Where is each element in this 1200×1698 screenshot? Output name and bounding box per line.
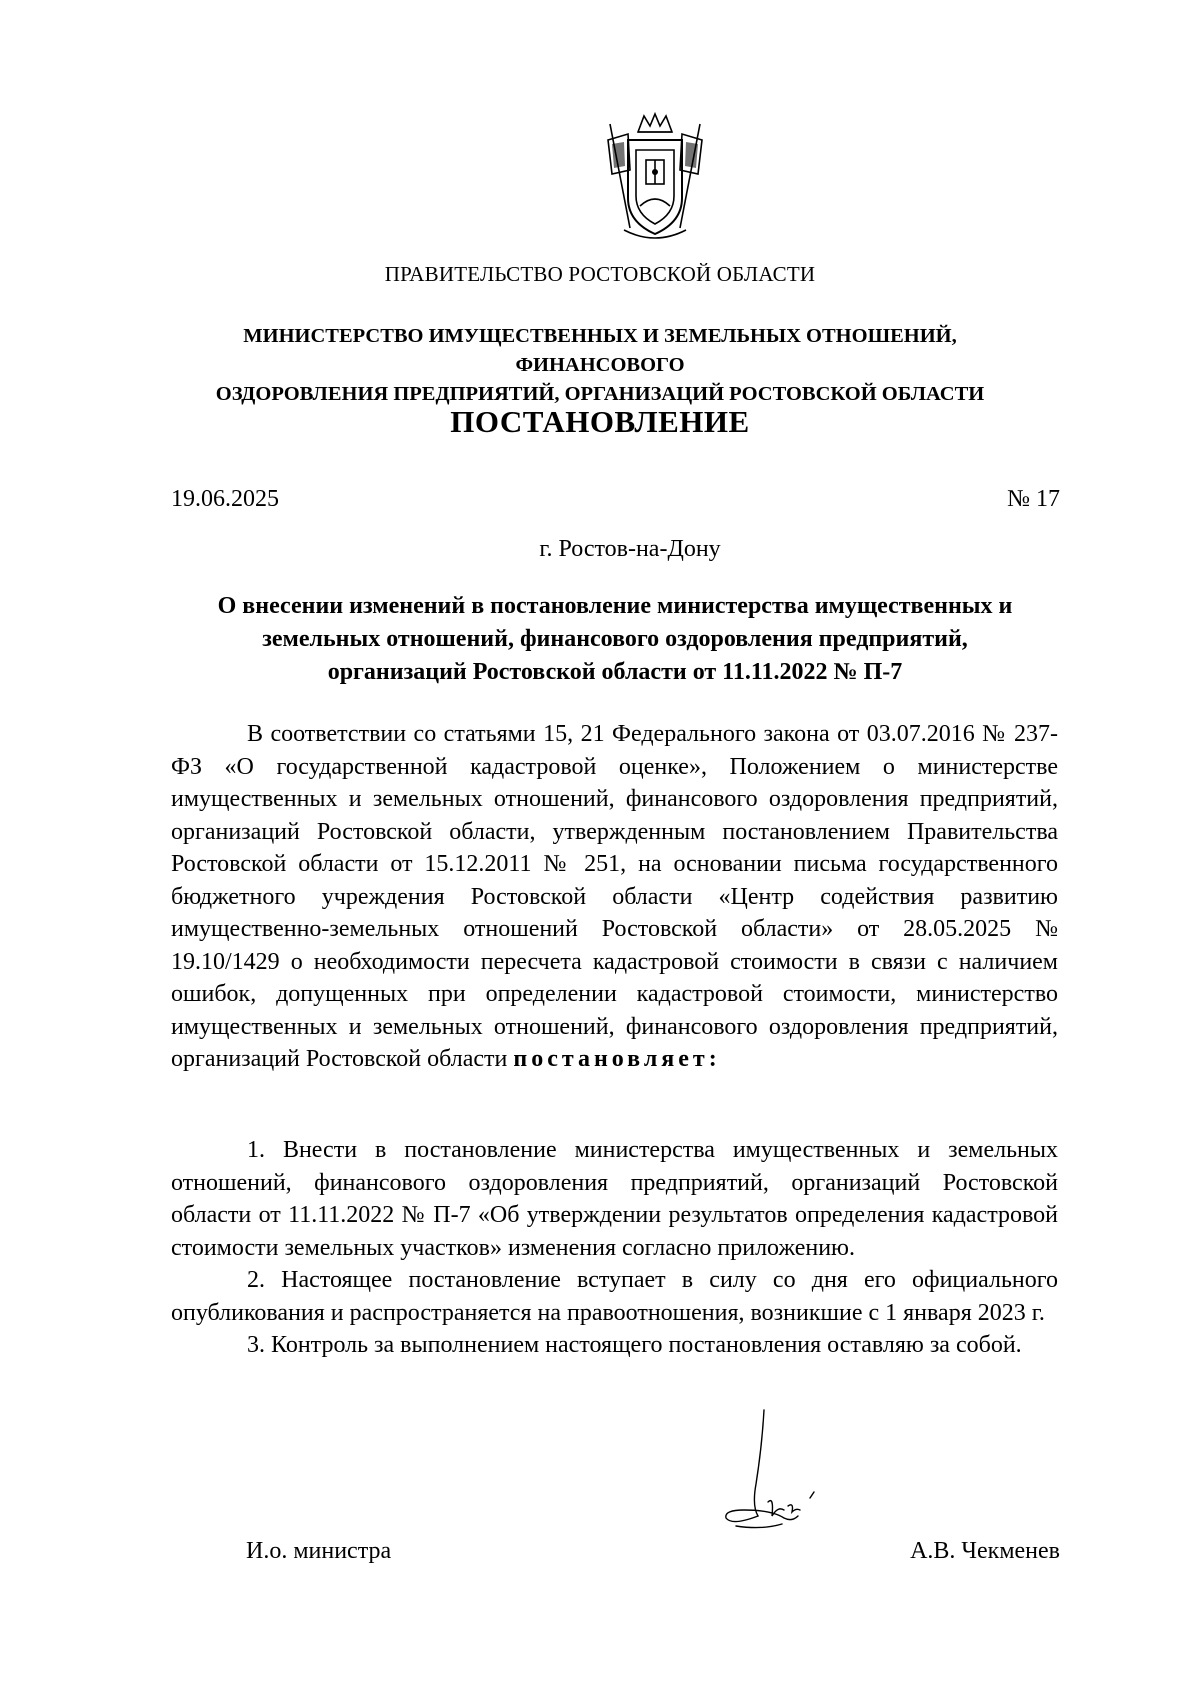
ministry-name-line-2: ОЗДОРОВЛЕНИЯ ПРЕДПРИЯТИЙ, ОРГАНИЗАЦИЙ РОСТОВСКОЙ ОБЛАСТИ: [215, 383, 985, 405]
resolution-item: 2. Настоящее постановление вступает в силу со дня его официального опубликования и распространяется на правоотношения, возникшие с 1 января 2023 г.: [171, 1267, 1058, 1326]
signatory-name: А.В. Чекменев: [910, 1538, 1060, 1564]
document-number: № 17: [1007, 486, 1060, 512]
document-title: [170, 590, 1060, 689]
document-date: 19.06.2025: [171, 486, 279, 512]
document-type-heading: ПОСТАНОВЛЕНИЕ: [450, 404, 750, 439]
government-name: ПРАВИТЕЛЬСТВО РОСТОВСКОЙ ОБЛАСТИ: [384, 262, 816, 286]
ministry-name-line-1: МИНИСТЕРСТВО ИМУЩЕСТВЕННЫХ И ЗЕМЕЛЬНЫХ ОТНОШЕНИЙ, ФИНАНСОВОГО: [243, 325, 957, 376]
document-city: г. Ростов-на-Дону: [539, 536, 721, 562]
resolution-item: 3. Контроль за выполнением настоящего постановления оставляю за собой.: [247, 1332, 1022, 1358]
ministry-name: [160, 322, 1040, 409]
signatory-position: И.о. министра: [246, 1538, 392, 1564]
preamble-text: В соответствии со статьями 15, 21 Федерального закона от 03.07.2016 № 237-ФЗ «О государственной кадастровой оценке», Положением о министерстве имущественных и земельных отношений, финансового оздоровления предприятий, организаций Ростовской области, утвержденным постановлением Правительства Ростовской области от 15.12.2011 № 251, на основании письма государственного бюджетного учреждения Ростовской области «Центр содействия развитию имущественно-земельных отношений Ростовской области» от 28.05.2025 № 19.10/1429 о необходимости пересчета кадастровой стоимости в связи с наличием ошибок, допущенных при определении кадастровой стоимости, министерство имущественных и земельных отношений, финансового оздоровления предприятий, организаций Ростовской области: [171, 721, 1058, 1072]
resolution-items: [171, 1134, 1058, 1362]
handwritten-signature-icon: [722, 1406, 832, 1546]
resolution-item: 1. Внести в постановление министерства имущественных и земельных отношений, финансового оздоровления предприятий, организаций Ростовской области от 11.11.2022 № П-7 «Об утверждении результатов определения кадастровой стоимости земельных участков» изменения согласно приложению.: [171, 1137, 1058, 1261]
title-line-2: земельных отношений, финансового оздоровления предприятий,: [262, 626, 968, 652]
title-line-3: организаций Ростовской области от 11.11.2022 № П-7: [327, 659, 903, 685]
preamble-paragraph: [171, 718, 1058, 1076]
title-line-1: О внесении изменений в постановление министерства имущественных и: [217, 593, 1013, 619]
preamble: [171, 718, 1058, 1076]
coat-of-arms-icon: [600, 110, 710, 246]
resolves-keyword: постановляет:: [513, 1046, 721, 1072]
